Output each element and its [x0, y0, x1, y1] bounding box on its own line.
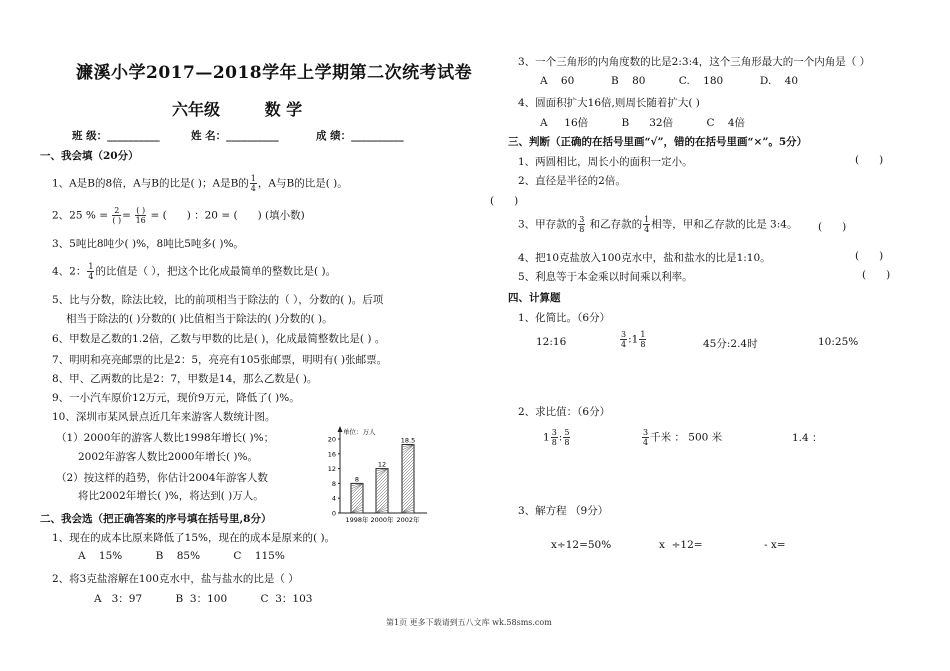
- q1-frac-numerator: 1: [250, 174, 256, 183]
- section-3-title: 三、判断（正确的在括号里画“√”，错的在括号里画“×”。5分）: [508, 136, 808, 148]
- judge-4-paren: ( ): [855, 250, 884, 262]
- equation-3: - x=: [764, 539, 786, 551]
- c2a-f2-denominator: 8: [564, 438, 570, 447]
- j3-f2-denominator: 4: [644, 225, 650, 234]
- c1b-fraction-2: [639, 330, 646, 349]
- question-1-10-2b: 将比2002年增长( )%，将达到( )万人。: [78, 490, 264, 502]
- j3-text-a: 3、甲存款的: [518, 218, 578, 231]
- question-1-5a: 5、比与分数，除法比较，比的前项相当于除法的（ ），分数的( )。后项: [52, 294, 384, 306]
- calc-2-c: 1.4 ：: [792, 432, 823, 444]
- y-tick-label: 20: [327, 435, 336, 444]
- j3-f2-numerator: 1: [644, 215, 650, 224]
- q4-frac-denominator: 4: [88, 272, 94, 281]
- j3-f1-denominator: 8: [579, 225, 585, 234]
- equation-1: x÷12=50%: [551, 539, 612, 551]
- j3-text-b: 和乙存款的: [589, 218, 643, 231]
- judge-2-paren: ( ): [490, 195, 519, 207]
- choice-2-options: A 3：97 B 3：100 C 3：103: [94, 593, 313, 605]
- equation-2: x ÷12=: [659, 539, 703, 551]
- calc-2-a: [543, 428, 571, 447]
- judge-4: 4、把10克盐放入100克水中，盐和盐水的比是1:10。: [518, 252, 771, 264]
- question-1-6: 6、甲数是乙数的1.2倍，乙数与甲数的比是( )，化成最简整数比是( ) 。: [52, 333, 386, 345]
- y-tick-label: 12: [327, 465, 336, 474]
- j3-fraction-2: [643, 215, 650, 234]
- calc-2-b: [641, 428, 722, 447]
- question-1-10-1: （1）2000年的游客人数比1998年增长( )%；: [56, 432, 275, 444]
- section-4-title: 四、计算题: [508, 292, 561, 304]
- score-field-label: 成 绩：__________: [316, 130, 404, 142]
- q2-f1-denominator: ( ): [112, 216, 122, 225]
- x-category-label: 1998年: [345, 516, 369, 524]
- question-1-2: [52, 206, 305, 225]
- grade-subject: 六年级 数 学: [172, 100, 303, 119]
- judge-5-paren: ( ): [862, 269, 891, 281]
- j3-text-c: 相等，甲和乙存款的比是 3:4。: [651, 218, 798, 231]
- q2-fraction-1: [112, 206, 121, 225]
- judge-3-paren: ( ): [818, 221, 847, 233]
- c2b-text: 千米 ： 500 米: [650, 431, 723, 444]
- section-2-title: 二、我会选（把正确答案的序号填在括号里,8分）: [40, 513, 272, 525]
- c2b-denominator: 4: [643, 438, 649, 447]
- q4-text-b: 的比值是（ ），把这个比化成最简单的整数比是( )。: [95, 265, 337, 278]
- calc-1-b: [619, 330, 647, 349]
- question-1-1: [52, 174, 348, 193]
- c2a-f2-numerator: 5: [564, 428, 570, 437]
- c1b-colon: :: [628, 333, 632, 346]
- class-field-label: 班 级：__________: [72, 130, 160, 142]
- j3-fraction-1: [578, 215, 585, 234]
- calc-1-c: 45分:2.4时: [703, 338, 758, 350]
- q1-fraction: [250, 174, 257, 193]
- question-1-10-2: （2）按这样的趋势，你估计2004年游客人数: [56, 472, 268, 484]
- judge-2: 2、直径是半径的2倍。: [518, 175, 626, 187]
- calc-1-title: 1、化简比。（6分）: [518, 312, 611, 324]
- c1b-fraction-1: [620, 330, 627, 349]
- question-1-9: 9、一小汽车原价12万元，现价9万元，降低了( )%。: [52, 392, 300, 404]
- bar-value-label: 18.5: [400, 436, 416, 445]
- y-tick-label: 0: [331, 509, 336, 518]
- c2a-f1-denominator: 8: [551, 438, 557, 447]
- y-tick-label: 16: [327, 450, 336, 459]
- q1-text-b: ，A与B的比是( )。: [257, 177, 348, 190]
- question-1-3: 3、5吨比8吨少( )%，8吨比5吨多( )%。: [52, 238, 244, 250]
- question-1-10-1b: 2002年游客人数比2000年增长( )%。: [78, 451, 258, 463]
- choice-4-options: A 16倍 B 32倍 C 4倍: [540, 117, 746, 129]
- question-1-4: [52, 262, 336, 281]
- q2-f2-numerator: ( ): [136, 206, 146, 215]
- chart-unit-label: 单位：万人: [343, 428, 376, 436]
- c1b-f1-numerator: 3: [621, 330, 627, 339]
- tourist-bar-chart: [315, 422, 430, 526]
- c2b-fraction: [642, 428, 649, 447]
- calc-2-title: 2、求比值：（6分）: [518, 406, 611, 418]
- c2a-fraction-2: [563, 428, 570, 447]
- q1-text-a: 1、A是B的8倍，A与B的比是( )；A是B的: [52, 177, 249, 190]
- q2-fraction-2: [135, 206, 146, 225]
- c1b-f2-denominator: 8: [640, 340, 646, 349]
- exam-title: 濂溪小学2017—2018学年上学期第二次统考试卷: [76, 63, 473, 83]
- c2a-int: 1: [543, 431, 550, 444]
- q1-frac-denominator: 4: [250, 184, 256, 193]
- q2-f1-numerator: 2: [114, 206, 120, 215]
- choice-1-options: A 15% B 85% C 115%: [78, 550, 285, 562]
- q2-equals: =: [122, 209, 131, 222]
- q4-fraction: [87, 262, 94, 281]
- choice-4: 4、圆面积扩大16倍,则周长随着扩大( ): [518, 97, 700, 109]
- choice-3: 3、一个三角形的内角度数的比是2:3:4，这个三角形最大的一个内角是（ ）: [518, 56, 871, 68]
- c2b-numerator: 3: [643, 428, 649, 437]
- bar-value-label: 8: [354, 475, 360, 484]
- c2a-f1-numerator: 3: [551, 428, 557, 437]
- q2-text-a: 2、25 % =: [52, 209, 108, 222]
- q2-text-b: = ( ) ：20 = ( ) (填小数): [150, 209, 305, 222]
- page-footer: 第1页 更多下载请到五八文库 wk.58sms.com: [386, 618, 552, 627]
- section-1-title: 一、我会填（20分）: [40, 150, 139, 162]
- y-axis-arrow: [338, 426, 343, 432]
- q4-text-a: 4、2：: [52, 265, 87, 278]
- j3-f1-numerator: 3: [579, 215, 585, 224]
- c2a-fraction-1: [551, 428, 558, 447]
- question-1-5b: 相当于除法的( )分数的( )比值相当于除法的( )分数的( )。: [66, 313, 333, 325]
- calc-1-a: 12:16: [536, 336, 567, 348]
- choice-1: 1、现在的成本比原来降低了15%，现在的成本是原来的( )。: [52, 532, 336, 544]
- c1b-int: 1: [631, 333, 639, 346]
- name-field-label: 姓 名：__________: [191, 130, 279, 142]
- c1b-f2-numerator: 1: [640, 330, 646, 339]
- y-tick-label: 8: [331, 479, 336, 488]
- choice-2: 2、将3克盐溶解在100克水中，盐与盐水的比是（ ）: [52, 573, 299, 585]
- c1b-f1-denominator: 4: [621, 340, 627, 349]
- judge-1-paren: ( ): [855, 154, 884, 166]
- question-1-7: 7、明明和亮亮邮票的比是2：5，亮亮有105张邮票，明明有( )张邮票。: [52, 354, 388, 366]
- judge-3: [518, 215, 797, 234]
- question-1-10: 10、深圳市某风景点近几年来游客人数统计图。: [52, 411, 276, 423]
- x-category-label: 2002年: [396, 516, 420, 524]
- choice-3-options: A 60 B 80 C. 180 D. 40: [540, 75, 799, 87]
- judge-1: 1、两圆相比，周长小的面积一定小。: [518, 156, 693, 168]
- q4-frac-numerator: 1: [88, 262, 94, 271]
- c2a-colon: :: [558, 431, 563, 444]
- q2-f2-denominator: 16: [135, 216, 146, 225]
- question-1-8: 8、甲、乙两数的比是2：7，甲数是14，那么乙数是( )。: [52, 373, 318, 385]
- bar-value-label: 12: [377, 460, 387, 469]
- judge-5: 5、利息等于本金乘以时间乘以利率。: [518, 271, 693, 283]
- calc-1-d: 10:25%: [818, 336, 859, 348]
- calc-3-title: 3、解方程 （9分）: [518, 505, 609, 517]
- y-tick-label: 4: [331, 494, 336, 503]
- x-category-label: 2000年: [370, 516, 394, 524]
